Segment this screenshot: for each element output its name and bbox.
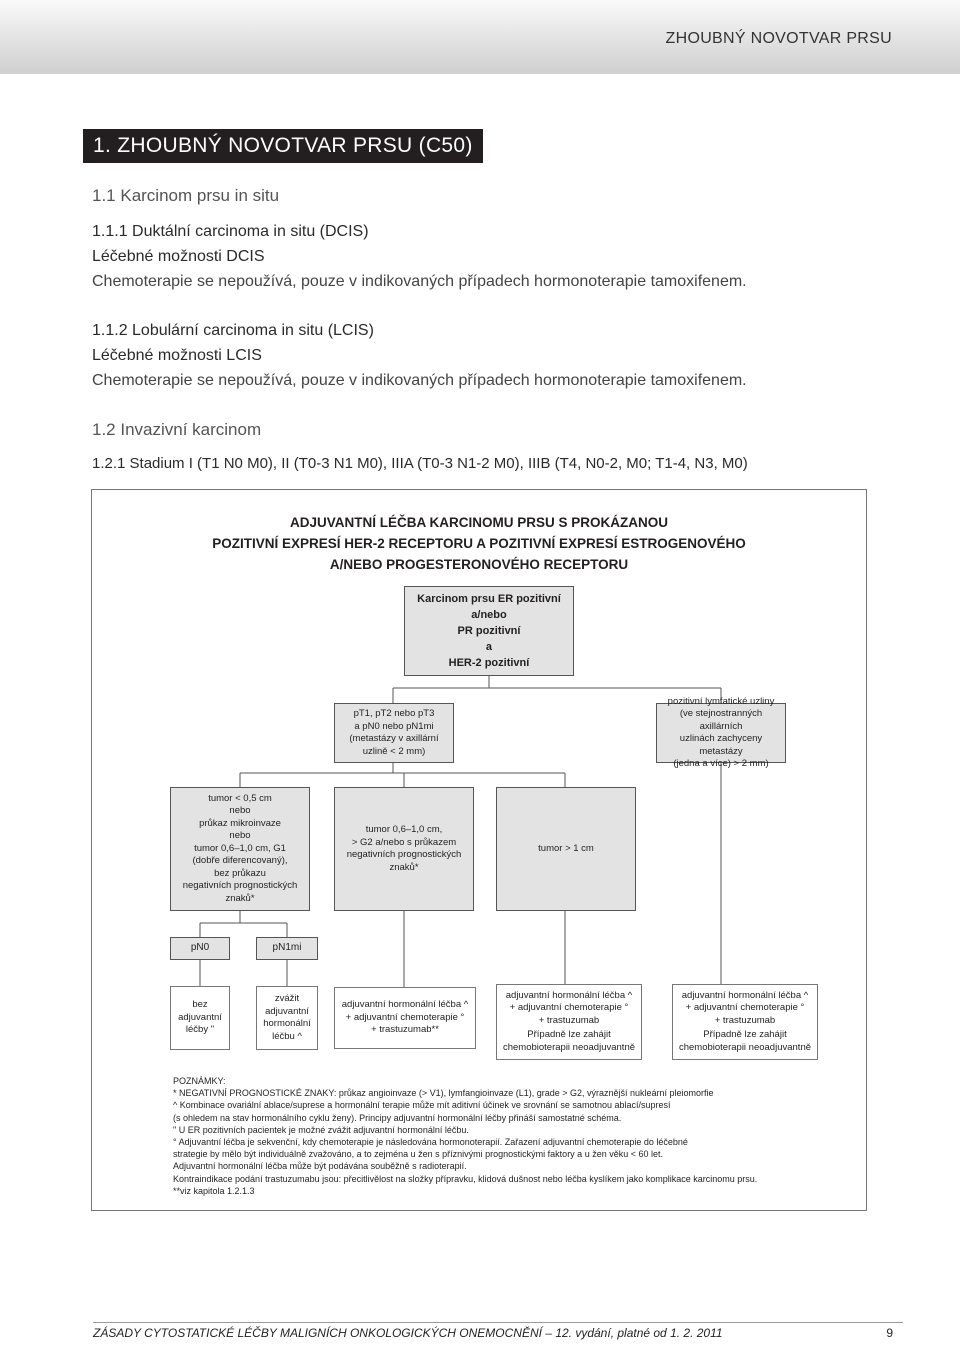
node-line: pN1mi <box>272 942 302 954</box>
root-node-er-pr-her2 <box>404 586 574 676</box>
note-line: strategie by mělo být individuálně zvažováno, a to zejména u žen s příznivými prognostickými faktory a u žen věku < 60 let. <box>173 1149 663 1160</box>
node-line: znaků* <box>389 861 419 873</box>
note-line: (s ohledem na stav hormonálního cyklu ženy). Principy adjuvantní hormonální léčby přináší samostatné schéma. <box>173 1112 622 1123</box>
leaf-hormonal-chemo-trastuzumab <box>334 987 476 1049</box>
node-line: léčby " <box>185 1024 215 1036</box>
note-line: " U ER pozitivních pacientek je možné zvážit adjuvantní hormonální léčbu. <box>173 1124 469 1135</box>
node-line: > G2 a/nebo s průkazem <box>351 836 457 848</box>
section-1-1-2-text: Chemoterapie se nepoužívá, pouze v indikovaných případech hormonoterapie tamoxifenem. <box>92 372 747 389</box>
note-line: Adjuvantní hormonální léčba může být podávána souběžně s radioterapií. <box>173 1161 467 1172</box>
section-1-2-heading: 1.2 Invazivní karcinom <box>92 420 262 439</box>
running-title: ZHOUBNÝ NOVOTVAR PRSU <box>665 30 892 47</box>
node-line: adjuvantní <box>265 1005 309 1017</box>
flowchart-title-line: ADJUVANTNÍ LÉČBA KARCINOMU PRSU S PROKÁZANOU <box>289 515 668 530</box>
node-line: pN0 <box>190 942 210 954</box>
node-line: nebo <box>229 830 251 842</box>
flowchart-notes <box>173 1075 757 1197</box>
node-line: a pN0 nebo pN1mi <box>354 720 434 732</box>
node-line: zvážit <box>274 993 300 1004</box>
node-line: pozitivní lymfatické uzliny <box>667 695 775 707</box>
node-line: tumor 0,6–1,0 cm, <box>365 824 443 835</box>
node-line: Karcinom prsu ER pozitivní <box>417 593 561 605</box>
node-line: + trastuzumab <box>714 1014 776 1026</box>
leaf-consider-hormonal <box>256 986 318 1050</box>
note-line: POZNÁMKY: <box>173 1076 226 1086</box>
note-line: ° Adjuvantní léčba je sekvenční, kdy chemoterapie je následována hormonoterapií. Zařazení adjuvantní chemoterapie do léčebné <box>173 1137 688 1148</box>
leaf-full-treatment-2 <box>672 984 818 1060</box>
page-number: 9 <box>886 1326 893 1340</box>
node-line: + trastuzumab** <box>371 1024 439 1036</box>
node-line: (metastázy v axillární <box>349 733 439 744</box>
node-line: chemobioterapii neoadjuvantně <box>502 1041 636 1053</box>
node-positive-lymph-nodes <box>656 695 786 769</box>
node-line: negativních prognostických <box>346 849 462 860</box>
node-line: negativních prognostických <box>182 880 298 892</box>
flowchart-title-line: POZITIVNÍ EXPRESÍ HER-2 RECEPTORU A POZITIVNÍ EXPRESÍ ESTROGENOVÉHO <box>212 536 746 551</box>
node-line: adjuvantní hormonální léčba ^ <box>341 999 469 1011</box>
node-line: tumor < 0,5 cm <box>208 792 272 804</box>
node-line: uzlině < 2 mm) <box>362 745 426 757</box>
chapter-title: 1. ZHOUBNÝ NOVOTVAR PRSU (C50) <box>83 129 483 163</box>
section-1-1-1-text: Chemoterapie se nepoužívá, pouze v indikovaných případech hormonoterapie tamoxifenem. <box>92 273 747 290</box>
node-line: bez průkazu <box>214 867 266 879</box>
node-line: léčbu ^ <box>272 1030 302 1042</box>
note-line: * NEGATIVNÍ PROGNOSTICKÉ ZNAKY: průkaz angioinvaze (> V1), lymfangioinvaze (L1), grade > G2, výraznější nukleární pleiomorfie <box>173 1088 714 1099</box>
node-line: adjuvantní <box>178 1011 222 1023</box>
node-line: a/nebo <box>471 609 507 621</box>
node-line: a <box>485 641 493 653</box>
node-line: + adjuvantní chemoterapie ° <box>685 1002 805 1014</box>
node-line: PR pozitivní <box>457 625 521 637</box>
node-line: + trastuzumab <box>538 1014 600 1026</box>
node-line: pT1, pT2 nebo pT3 <box>353 708 435 719</box>
note-line: Kontraindikace podání trastuzumabu jsou: přecitlivělost na složky přípravku, klidová dušnost nebo léčba kyslíkem jako komplikace karcinomu prsu. <box>173 1173 758 1184</box>
section-1-2-1-heading: 1.2.1 Stadium I (T1 N0 M0), II (T0-3 N1 M0), IIIA (T0-3 N1-2 M0), IIIB (T4, N0-2, M0; T1-4, N3, M0) <box>92 455 748 472</box>
node-tumor-mid <box>334 787 474 911</box>
node-line: znaků* <box>225 892 255 904</box>
leaf-no-adjuvant <box>170 986 230 1050</box>
footer-divider <box>93 1322 903 1323</box>
section-1-1-1-heading: 1.1.1 Duktální carcinoma in situ (DCIS) <box>92 223 369 240</box>
node-tumor-small <box>170 787 310 911</box>
section-1-1-1-subheading: Léčebné možnosti DCIS <box>92 248 265 265</box>
section-1-1-heading: 1.1 Karcinom prsu in situ <box>92 186 280 205</box>
node-line: adjuvantní hormonální léčba ^ <box>681 989 809 1001</box>
node-line: (jedna a více) > 2 mm) <box>673 758 769 769</box>
node-line: + adjuvantní chemoterapie ° <box>509 1002 629 1014</box>
node-line: uzlinách zachyceny metastázy <box>679 733 763 757</box>
node-line: adjuvantní hormonální léčba ^ <box>505 989 633 1001</box>
node-line: tumor 0,6–1,0 cm, G1 <box>194 842 286 854</box>
node-pt-pn0 <box>334 703 454 763</box>
section-1-1-2-heading: 1.1.2 Lobulární carcinoma in situ (LCIS) <box>92 322 374 339</box>
node-line: tumor > 1 cm <box>538 842 594 854</box>
note-line: **viz kapitola 1.2.1.3 <box>173 1185 255 1196</box>
section-1-1-2-subheading: Léčebné možnosti LCIS <box>92 347 262 364</box>
node-line: bez <box>192 999 208 1011</box>
node-line: + adjuvantní chemoterapie ° <box>345 1011 465 1023</box>
node-line: Případně lze zahájit <box>527 1029 611 1041</box>
note-line: ^ Kombinace ovariální ablace/suprese a hormonální terapie může mít aditivní účinek ve srovnání se samotnou ablací/supresí <box>173 1100 671 1111</box>
node-line: chemobioterapii neoadjuvantně <box>678 1041 812 1053</box>
node-line: Případně lze zahájit <box>703 1029 787 1041</box>
node-line: nebo <box>229 805 251 817</box>
node-line: hormonální <box>263 1018 311 1029</box>
node-pn0 <box>170 937 230 960</box>
node-line: (dobře diferencovaný), <box>192 855 288 867</box>
node-tumor-large <box>496 787 636 911</box>
node-line: HER-2 pozitivní <box>448 657 530 669</box>
node-pn1mi <box>256 937 318 960</box>
node-line: průkaz mikroinvaze <box>199 817 281 829</box>
flowchart-title-line: A/NEBO PROGESTERONOVÉHO RECEPTORU <box>329 557 629 572</box>
footer-text: ZÁSADY CYTOSTATICKÉ LÉČBY MALIGNÍCH ONKOLOGICKÝCH ONEMOCNĚNÍ – 12. vydání, platné od 1. 2. 2011 <box>93 1326 723 1340</box>
leaf-full-treatment-1 <box>496 984 642 1060</box>
node-line: (ve stejnostranných axillárních <box>679 708 763 732</box>
